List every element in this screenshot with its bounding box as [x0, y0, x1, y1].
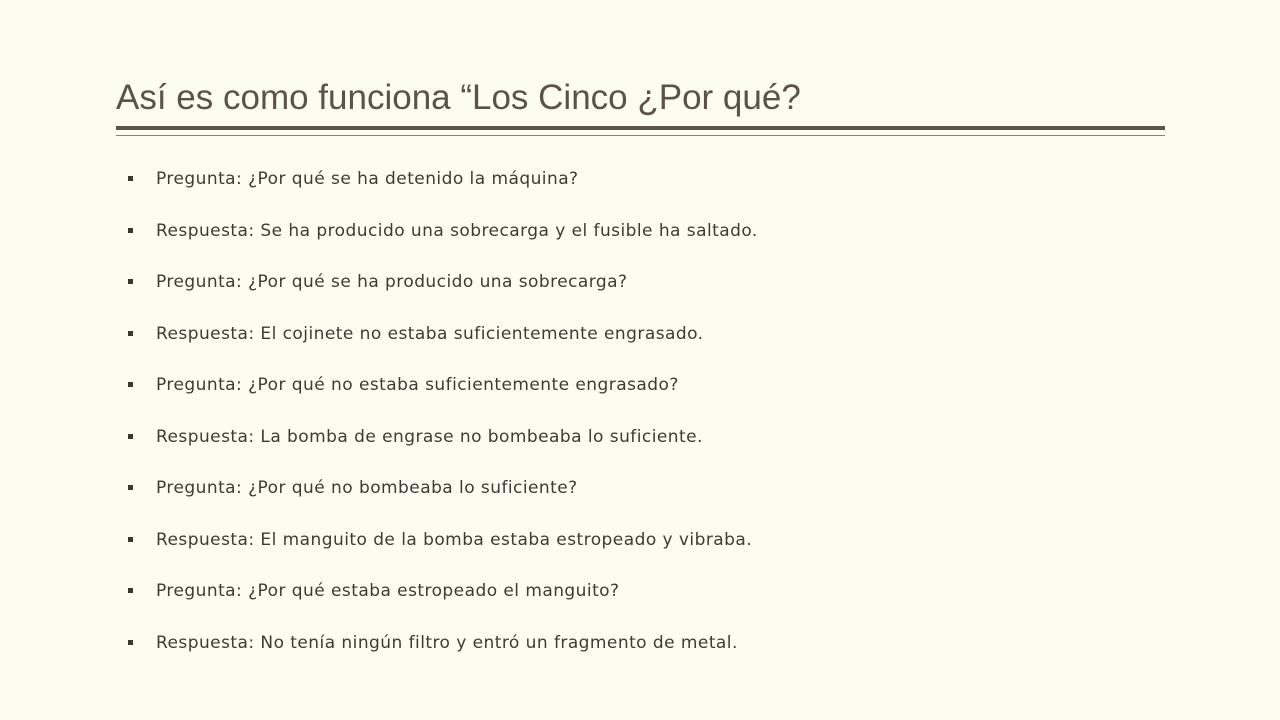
bullet-text: Respuesta: El cojinete no estaba suficientemente engrasado. — [156, 323, 704, 344]
bullet-text: Pregunta: ¿Por qué no bombeaba lo suficiente? — [156, 478, 578, 498]
slide-title: Así es como funciona “Los Cinco ¿Por qué? — [116, 78, 801, 117]
square-bullet-icon — [128, 382, 133, 387]
bullet-text: Pregunta: ¿Por qué no estaba suficientemente engrasado? — [156, 375, 679, 395]
bullet-text: Pregunta: ¿Por qué estaba estropeado el manguito? — [156, 581, 620, 601]
bullet-text: Pregunta: ¿Por qué se ha detenido la máquina? — [156, 169, 579, 189]
square-bullet-icon — [128, 279, 133, 284]
bullet-text: Pregunta: ¿Por qué se ha producido una sobrecarga? — [156, 272, 628, 292]
bullet-list — [128, 166, 758, 681]
bullet-item — [128, 475, 758, 527]
square-bullet-icon — [128, 537, 133, 542]
bullet-item — [128, 630, 758, 682]
square-bullet-icon — [128, 485, 133, 490]
square-bullet-icon — [128, 331, 133, 336]
square-bullet-icon — [128, 640, 133, 645]
bullet-text: Respuesta: La bomba de engrase no bombeaba lo suficiente. — [156, 426, 703, 447]
bullet-item — [128, 424, 758, 476]
bullet-item — [128, 321, 758, 373]
bullet-item — [128, 578, 758, 630]
square-bullet-icon — [128, 228, 133, 233]
square-bullet-icon — [128, 588, 133, 593]
bullet-item — [128, 218, 758, 270]
title-divider-thick — [116, 126, 1165, 130]
bullet-text: Respuesta: El manguito de la bomba estaba estropeado y vibraba. — [156, 529, 753, 550]
bullet-item — [128, 527, 758, 579]
bullet-text: Respuesta: Se ha producido una sobrecarga y el fusible ha saltado. — [156, 220, 758, 241]
bullet-item — [128, 166, 758, 218]
bullet-item — [128, 269, 758, 321]
title-divider-thin — [116, 135, 1165, 136]
square-bullet-icon — [128, 434, 133, 439]
bullet-text: Respuesta: No tenía ningún filtro y entró un fragmento de metal. — [156, 632, 738, 653]
bullet-item — [128, 372, 758, 424]
square-bullet-icon — [128, 176, 133, 181]
